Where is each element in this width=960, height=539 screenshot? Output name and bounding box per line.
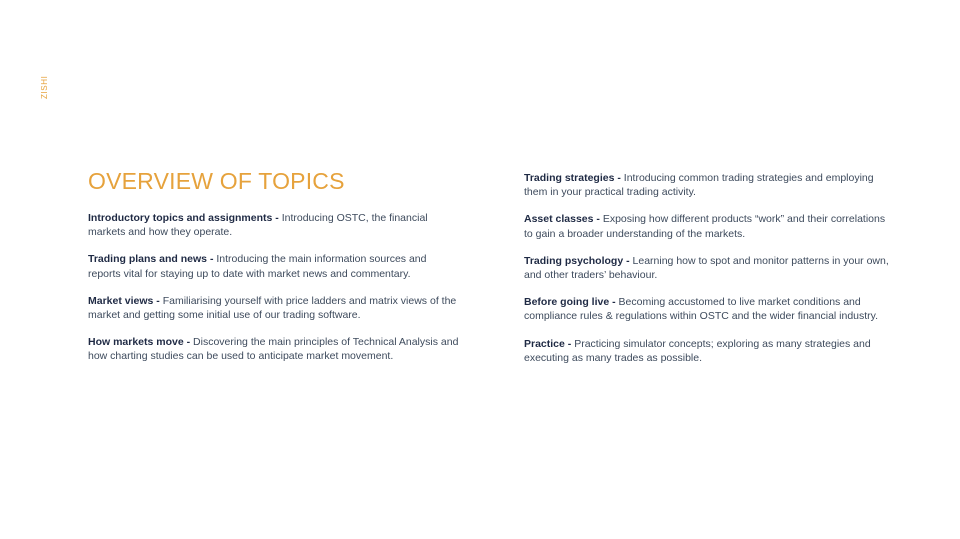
topic-description: Learning how to spot and monitor patterns in your own, and other traders’ behaviour. [524, 254, 889, 282]
topic-trading-strategies [524, 171, 896, 199]
topic-before-going-live [524, 295, 896, 323]
topic-description: Exposing how different products “work” and their correlations to gain a broader understanding of the markets. [524, 213, 886, 240]
topics-right-column [524, 171, 896, 378]
brand-logo [40, 77, 56, 101]
topic-trading-psychology [524, 254, 896, 282]
topic-title: Before going live - [524, 296, 616, 309]
page-title: OVERVIEW OF TOPICS [88, 168, 345, 194]
topic-description: Introducing common trading strategies and employing them in your practical trading activity. [524, 172, 874, 199]
topic-title: How markets move - [88, 336, 191, 349]
topic-trading-plans [88, 252, 460, 280]
topic-title: Asset classes - [524, 213, 600, 226]
topic-practice [524, 337, 896, 365]
topic-description: Becoming accustomed to live market conditions and compliance rules & regulations within OSTC and the wider financial industry. [524, 296, 879, 323]
topic-description: Discovering the main principles of Technical Analysis and how charting studies can be used to anticipate market movement. [88, 336, 459, 363]
topic-asset-classes [524, 212, 896, 240]
topic-title: Trading strategies - [524, 172, 621, 184]
topics-left-column [88, 211, 460, 377]
brand-label: ZISHI [40, 75, 49, 99]
topic-how-markets-move [88, 335, 460, 363]
topic-title: Introductory topics and assignments - [88, 212, 279, 224]
topic-description: Familiarising yourself with price ladders and matrix views of the market and getting some initial use of our trading software. [88, 294, 457, 322]
topic-market-views [88, 294, 460, 322]
topic-description: Introducing the main information sources and reports vital for staying up to date with market news and commentary. [88, 253, 427, 280]
topic-title: Practice - [524, 337, 572, 350]
topic-title: Trading psychology - [524, 254, 630, 267]
topic-description: Practicing simulator concepts; exploring as many strategies and executing as many trades as possible. [524, 337, 871, 364]
topic-introductory [88, 211, 460, 239]
topic-description: Introducing OSTC, the financial markets and how they operate. [88, 212, 428, 239]
topic-title: Market views - [88, 294, 160, 307]
topic-title: Trading plans and news - [88, 253, 214, 266]
